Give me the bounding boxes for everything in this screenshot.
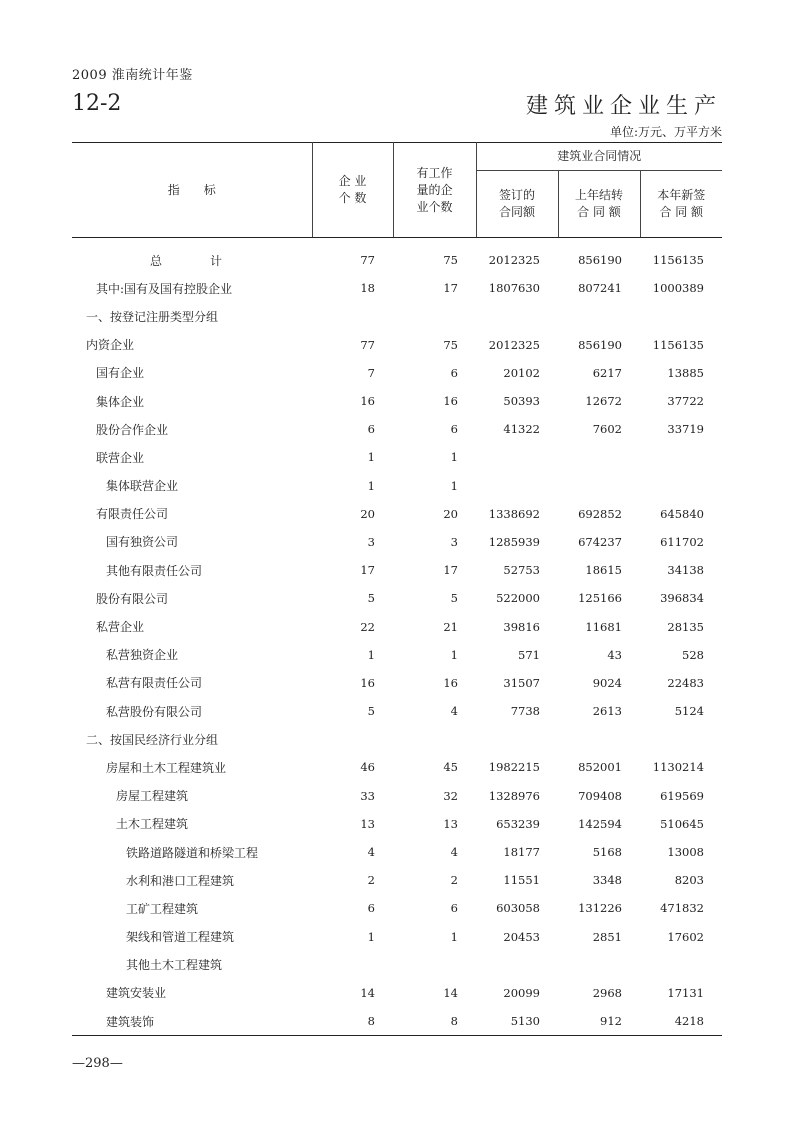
cell-carried	[558, 302, 640, 330]
cell-enterprises: 20	[360, 506, 375, 521]
row-label: 其中:国有及国有控股企业	[96, 281, 233, 296]
cell-carried: 43	[607, 647, 622, 662]
cell-working: 6	[450, 901, 458, 916]
cell-new: 645840	[660, 506, 704, 521]
cell-new: 611702	[660, 534, 704, 549]
cell-working: 3	[450, 534, 458, 549]
cell-working: 32	[443, 788, 458, 803]
cell-working: 45	[443, 760, 458, 775]
cell-new	[640, 302, 722, 330]
row-label: 总 计	[150, 253, 223, 268]
cell-new: 510645	[660, 816, 704, 831]
cell-new	[640, 472, 722, 500]
row-label: 私营有限责任公司	[106, 676, 203, 691]
cell-new	[640, 951, 722, 979]
cell-new: 1130214	[652, 760, 704, 775]
row-label: 有限责任公司	[96, 507, 169, 522]
cell-new: 17602	[667, 929, 704, 944]
cell-carried: 125166	[578, 591, 622, 606]
row-label: 私营企业	[96, 620, 145, 635]
cell-enterprises: 7	[367, 365, 375, 380]
table-row	[72, 838, 722, 866]
cell-working: 1	[450, 478, 458, 493]
cell-new: 528	[682, 647, 704, 662]
row-label: 国有独资公司	[106, 535, 179, 550]
cell-working: 17	[443, 281, 458, 296]
table-row	[72, 979, 722, 1007]
table-number: 12-2	[72, 91, 122, 116]
working-enterprises-header: 有工作 量的企 业个数	[393, 143, 476, 238]
cell-signed: 2012325	[488, 253, 540, 268]
table-row	[72, 556, 722, 584]
row-label: 铁路道路隧道和桥梁工程	[126, 845, 259, 860]
table-row	[72, 725, 722, 753]
cell-carried: 912	[558, 1007, 640, 1036]
table-row	[72, 472, 722, 500]
cell-signed: 31507	[503, 675, 540, 690]
cell-new: 1156135	[652, 337, 704, 352]
cell-carried	[558, 951, 640, 979]
cell-working: 14	[443, 985, 458, 1000]
cell-enterprises: 46	[360, 760, 375, 775]
cell-signed	[476, 302, 558, 330]
yearbook-title: 2009 淮南统计年鉴	[72, 68, 193, 83]
cell-enterprises: 77	[360, 337, 375, 352]
cell-new: 13885	[667, 365, 704, 380]
cell-enterprises: 1	[367, 929, 375, 944]
table-row	[72, 923, 722, 951]
cell-carried: 6217	[592, 365, 622, 380]
cell-working: 6	[450, 365, 458, 380]
cell-signed: 653239	[496, 816, 540, 831]
cell-enterprises: 4	[367, 845, 375, 860]
cell-new: 8203	[674, 873, 704, 888]
cell-enterprises: 14	[360, 985, 375, 1000]
cell-carried: 7602	[592, 422, 622, 437]
cell-signed: 20102	[503, 365, 540, 380]
cell-enterprises: 3	[367, 534, 375, 549]
table-row	[72, 697, 722, 725]
cell-enterprises	[312, 951, 393, 979]
cell-new	[640, 725, 722, 753]
cell-signed: 1338692	[488, 506, 540, 521]
cell-signed: 522000	[496, 591, 540, 606]
cell-new: 1000389	[652, 281, 704, 296]
cell-signed: 20099	[503, 985, 540, 1000]
cell-enterprises: 8	[312, 1007, 393, 1036]
table-row	[72, 331, 722, 359]
cell-working: 17	[443, 563, 458, 578]
cell-carried	[558, 443, 640, 471]
cell-working: 8	[393, 1007, 476, 1036]
cell-carried: 9024	[592, 675, 622, 690]
row-label: 水利和港口工程建筑	[126, 873, 235, 888]
indicator-header: 指 标	[72, 143, 312, 238]
cell-new: 33719	[667, 422, 704, 437]
cell-enterprises: 13	[360, 816, 375, 831]
cell-enterprises: 77	[360, 253, 375, 268]
cell-carried: 5168	[592, 845, 622, 860]
table-row	[72, 238, 722, 275]
cell-signed	[476, 725, 558, 753]
table-row	[72, 612, 722, 640]
table-header	[72, 143, 722, 238]
cell-signed: 603058	[496, 901, 540, 916]
cell-carried: 856190	[578, 337, 622, 352]
row-label: 其他有限责任公司	[106, 563, 203, 578]
table-row	[72, 302, 722, 330]
cell-signed: 52753	[503, 563, 540, 578]
cell-signed	[476, 951, 558, 979]
cell-enterprises: 1	[367, 478, 375, 493]
cell-new	[640, 443, 722, 471]
row-label: 其他土木工程建筑	[126, 958, 223, 973]
row-label: 工矿工程建筑	[126, 901, 199, 916]
row-label: 国有企业	[96, 366, 145, 381]
cell-working	[393, 302, 476, 330]
cell-enterprises: 1	[367, 450, 375, 465]
cell-working	[393, 725, 476, 753]
cell-enterprises: 17	[360, 563, 375, 578]
cell-carried: 131226	[578, 901, 622, 916]
table-row	[72, 415, 722, 443]
table-row	[72, 669, 722, 697]
table-row	[72, 641, 722, 669]
cell-carried: 3348	[592, 873, 622, 888]
table-row	[72, 782, 722, 810]
row-label: 架线和管道工程建筑	[126, 930, 235, 945]
cell-working: 20	[443, 506, 458, 521]
cell-signed: 1982215	[488, 760, 540, 775]
enterprises-header: 企 业 个 数	[312, 143, 393, 238]
cell-signed: 11551	[503, 873, 540, 888]
cell-working	[393, 951, 476, 979]
cell-signed	[476, 472, 558, 500]
table-row	[72, 753, 722, 781]
cell-working: 1	[450, 647, 458, 662]
cell-new: 619569	[660, 788, 704, 803]
cell-working: 13	[443, 816, 458, 831]
cell-carried: 2851	[592, 929, 622, 944]
cell-new: 5124	[674, 704, 704, 719]
row-label: 集体企业	[96, 394, 145, 409]
row-label: 建筑安装业	[106, 986, 167, 1001]
cell-new: 22483	[667, 675, 704, 690]
cell-carried: 12672	[585, 394, 622, 409]
cell-working: 6	[450, 422, 458, 437]
cell-carried: 852001	[578, 760, 622, 775]
cell-enterprises: 33	[360, 788, 375, 803]
row-label: 二、按国民经济行业分组	[86, 732, 219, 747]
table-row	[72, 387, 722, 415]
cell-enterprises: 5	[367, 704, 375, 719]
cell-carried	[558, 472, 640, 500]
row-label: 内资企业	[86, 338, 135, 353]
table-row	[72, 443, 722, 471]
cell-working: 21	[443, 619, 458, 634]
cell-carried: 807241	[578, 281, 622, 296]
table-row	[72, 866, 722, 894]
cell-signed: 20453	[503, 929, 540, 944]
contract-group-header: 建筑业合同情况	[476, 143, 722, 171]
carried-over-contract-header: 上年结转 合 同 额	[558, 171, 640, 238]
cell-working: 75	[443, 337, 458, 352]
cell-signed: 41322	[503, 422, 540, 437]
cell-working: 75	[443, 253, 458, 268]
table-row	[72, 359, 722, 387]
cell-working: 4	[450, 845, 458, 860]
cell-working: 4	[450, 704, 458, 719]
cell-enterprises: 18	[360, 281, 375, 296]
cell-carried: 674237	[578, 534, 622, 549]
cell-new: 28135	[667, 619, 704, 634]
table-row	[72, 1007, 722, 1036]
cell-carried: 692852	[578, 506, 622, 521]
cell-signed: 571	[518, 647, 540, 662]
cell-new: 34138	[667, 563, 704, 578]
cell-carried: 11681	[585, 619, 622, 634]
row-label: 房屋工程建筑	[116, 789, 189, 804]
row-label: 股份合作企业	[96, 422, 169, 437]
cell-enterprises	[312, 302, 393, 330]
cell-working: 5	[450, 591, 458, 606]
cell-carried: 2968	[592, 985, 622, 1000]
cell-enterprises: 1	[367, 647, 375, 662]
cell-new: 17131	[667, 985, 704, 1000]
cell-carried: 709408	[578, 788, 622, 803]
cell-signed: 5130	[476, 1007, 558, 1036]
construction-table	[72, 142, 722, 1036]
unit-note: 单位:万元、万平方米	[609, 125, 722, 139]
page-number: —298—	[72, 1056, 123, 1071]
row-label: 土木工程建筑	[116, 817, 189, 832]
cell-working: 16	[443, 394, 458, 409]
cell-signed: 18177	[503, 845, 540, 860]
cell-signed: 1807630	[488, 281, 540, 296]
table-body	[72, 238, 722, 1036]
row-label: 私营独资企业	[106, 648, 179, 663]
cell-enterprises	[312, 725, 393, 753]
cell-enterprises: 22	[360, 619, 375, 634]
row-label: 股份有限公司	[96, 591, 169, 606]
table-row	[72, 951, 722, 979]
cell-signed: 1285939	[488, 534, 540, 549]
table-row	[72, 500, 722, 528]
row-label: 房屋和土木工程建筑业	[106, 760, 227, 775]
cell-enterprises: 16	[360, 394, 375, 409]
cell-enterprises: 2	[367, 873, 375, 888]
cell-new: 37722	[667, 394, 704, 409]
cell-carried	[558, 725, 640, 753]
cell-signed: 50393	[503, 394, 540, 409]
row-label: 私营股份有限公司	[106, 704, 203, 719]
row-label: 联营企业	[96, 450, 145, 465]
cell-new: 1156135	[652, 253, 704, 268]
table-row	[72, 584, 722, 612]
cell-enterprises: 6	[367, 901, 375, 916]
cell-working: 2	[450, 873, 458, 888]
cell-new: 471832	[660, 901, 704, 916]
cell-working: 1	[450, 929, 458, 944]
table-row	[72, 528, 722, 556]
cell-carried: 142594	[578, 816, 622, 831]
cell-carried: 2613	[592, 704, 622, 719]
cell-new: 13008	[667, 845, 704, 860]
row-label: 建筑装饰	[72, 1007, 312, 1036]
cell-signed: 2012325	[488, 337, 540, 352]
cell-signed: 1328976	[488, 788, 540, 803]
cell-enterprises: 16	[360, 675, 375, 690]
cell-new: 4218	[640, 1007, 722, 1036]
cell-signed: 7738	[510, 704, 540, 719]
new-contract-header: 本年新签 合 同 额	[640, 171, 722, 238]
cell-enterprises: 5	[367, 591, 375, 606]
cell-working: 1	[450, 450, 458, 465]
table-row	[72, 894, 722, 922]
table-title: 建筑业企业生产	[525, 94, 722, 119]
table-row	[72, 810, 722, 838]
cell-signed: 39816	[503, 619, 540, 634]
cell-enterprises: 6	[367, 422, 375, 437]
cell-working: 16	[443, 675, 458, 690]
cell-carried: 856190	[578, 253, 622, 268]
row-label: 集体联营企业	[106, 479, 179, 494]
signed-contract-header: 签订的 合同额	[476, 171, 558, 238]
cell-new: 396834	[660, 591, 704, 606]
cell-carried: 18615	[585, 563, 622, 578]
table-row	[72, 274, 722, 302]
cell-signed	[476, 443, 558, 471]
row-label: 一、按登记注册类型分组	[86, 309, 219, 324]
